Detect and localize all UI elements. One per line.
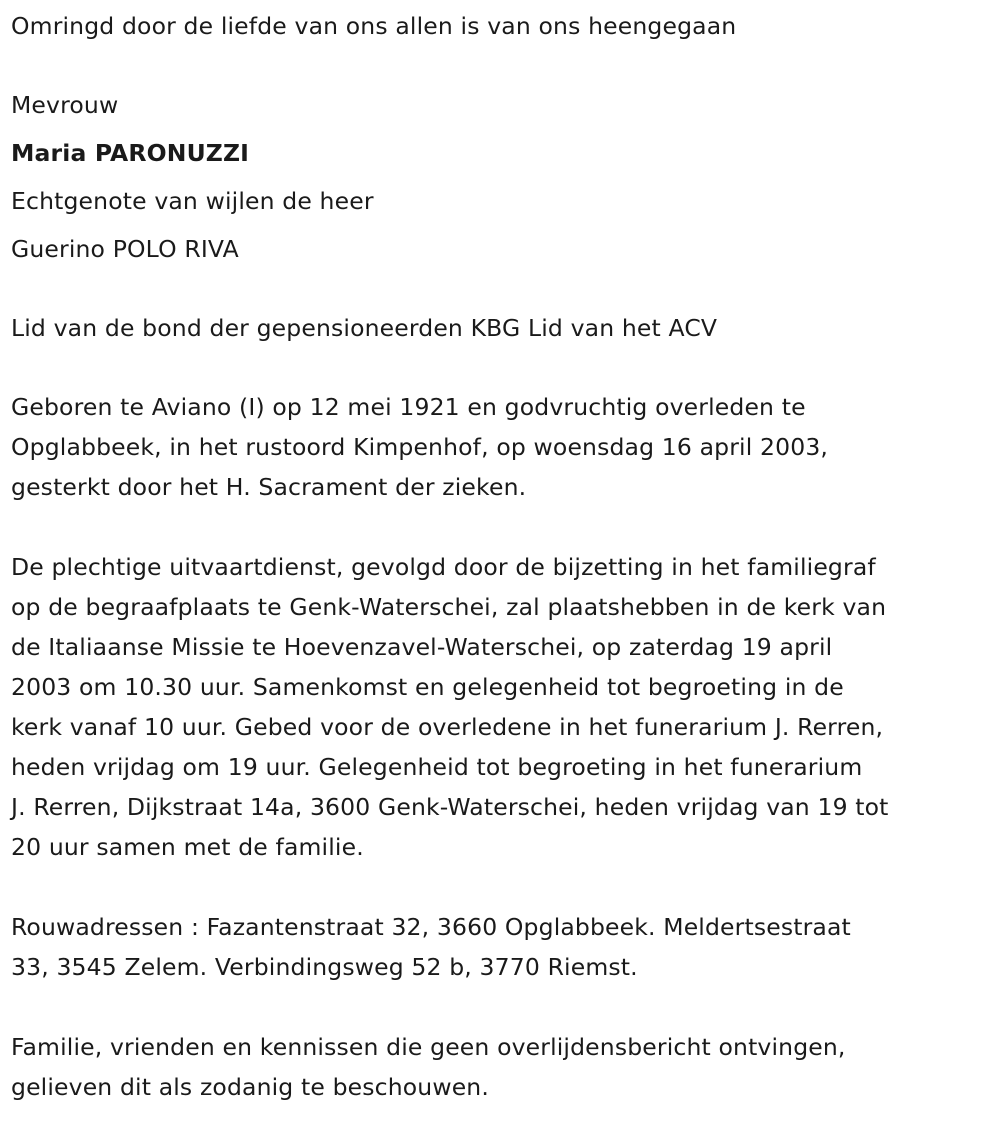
spouse-name: Guerino POLO RIVA [11, 235, 239, 263]
spacer [11, 348, 991, 387]
intro-text: Omringd door de liefde van ons allen is van ons heengegaan [11, 12, 737, 40]
spacer [11, 54, 991, 85]
funeral-paragraph: De plechtige uitvaartdienst, gevolgd door de bijzetting in het familiegraf op de begraafplaats te Genk-Waterschei, zal plaatshebben in de kerk van de Italiaanse Missie te Hoevenzavel-Waterschei, op zaterdag 19 april 2003 om 10.30 uur. Samenkomst en gelegenheid tot begroeting in de kerk vanaf 10 uur. Gebed voor de overledene in het funerarium J. Rerren, heden vrijdag om 19 uur. Gelegenheid tot begroeting in het funerarium J. Rerren, Dijkstraat 14a, 3600 Genk-Waterschei, heden vrijdag van 19 tot 20 uur samen met de familie. [11, 553, 889, 861]
closing-paragraph: Familie, vrienden en kennissen die geen overlijdensbericht ontvingen, gelieven dit als zodanig te beschouwen. [11, 1033, 846, 1101]
spouse-label: Echtgenote van wijlen de heer [11, 187, 374, 215]
spacer [11, 277, 991, 308]
memberships-paragraph: Lid van de bond der gepensioneerden KBG Lid van het ACV [11, 314, 718, 342]
addresses-paragraph: Rouwadressen : Fazantenstraat 32, 3660 Opglabbeek. Meldertsestraat 33, 3545 Zelem. Verbindingsweg 52 b, 3770 Riemst. [11, 913, 851, 981]
birth-death-paragraph: Geboren te Aviano (I) op 12 mei 1921 en godvruchtig overleden te Opglabbeek, in het rustoord Kimpenhof, op woensdag 16 april 2003, gesterkt door het H. Sacrament der zieken. [11, 393, 829, 501]
salutation: Mevrouw [11, 91, 119, 119]
spacer [11, 507, 991, 547]
spacer [11, 867, 991, 907]
obituary-notice [11, 6, 991, 1107]
spacer [11, 987, 991, 1027]
deceased-name: Maria PARONUZZI [11, 139, 250, 167]
